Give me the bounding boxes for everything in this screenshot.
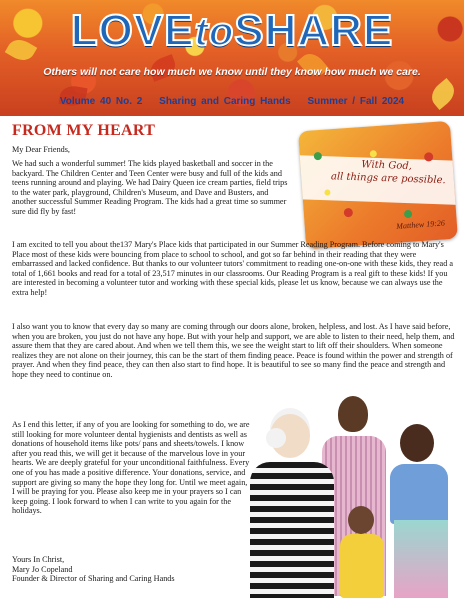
scripture-card [298, 121, 458, 249]
paragraph-text: As I end this letter, if any of you are looking for something to do, we are still looking for more volunteer dental hygienists and dentists as well as donations of household items like pots/ pans and sheets/towels. I know after you read this, we will get it because of the marvelous love in your hearts. We are deeply grateful for your unconditional faithfulness. Every one of you has made a positive difference. Your donations, service, and support are giving so many the hope they long for. Until we meet again, I will be praying for you. Please also keep me in your prayers so I can keep going. I look forward to when I can write to you again for the holidays. [12, 420, 250, 516]
greeting [12, 145, 302, 155]
paragraph-4 [12, 420, 250, 516]
masthead-title [0, 6, 464, 56]
paragraph-2 [12, 240, 456, 298]
family-photo [236, 346, 462, 598]
confetti-dot [404, 210, 413, 219]
signer-title: Founder & Director of Sharing and Caring Hands [12, 574, 175, 584]
title-love: LOVE [70, 6, 195, 55]
woman-figure [236, 414, 346, 598]
masthead [0, 0, 464, 116]
girl-figure [386, 424, 456, 598]
title-share: SHARE [234, 6, 394, 55]
verse-line-2: all things are possible. [330, 171, 446, 187]
title-to: to [194, 10, 235, 54]
bible-verse [331, 157, 447, 187]
section-heading: FROM MY HEART [12, 122, 156, 139]
organization-name: Sharing and Caring Hands [159, 96, 291, 107]
toddler-figure [336, 506, 388, 598]
verse-reference: Matthew 19:26 [395, 218, 446, 231]
signature-block [12, 555, 242, 584]
signer-name: Mary Jo Copeland [12, 564, 73, 574]
volume-number: Volume 40 No. 2 [59, 96, 143, 107]
verse-line-1: With God, [361, 159, 413, 173]
paragraph-1 [12, 159, 292, 217]
confetti-dot [344, 208, 354, 218]
closing: Yours In Christ, [12, 555, 65, 564]
paragraph-text: I am excited to tell you about the137 Mary's Place kids that participated in our Summer Reading Program. Before coming to Mary's Place most of these kids were bouncing from place to school to school, and got so far behind in their reading that they were embarrassed and lacked confidence. But thanks to our volunteer tutors' commitment to reading one-on-one with these kids, they read a total of 1,661 books and read for a total of 23,517 minutes in our classrooms. Our Reading Program is a real gift to these kids! If you are interested in becoming a volunteer tutor and working with these special kids, please let us know, because we can always use the extra help! [12, 240, 453, 297]
paragraph-text: We had such a wonderful summer! The kids played basketball and soccer in the backyard. The Children Center and Teen Center were busy and full of the kids and teens running around and playing. We had Dairy Queen ice cream parties, field trips to the water park, playground, Children's Museum, and Dave and Busters, and another successful Summer Reading Program. The kids had a great time so summer sure did fly by fast! [12, 159, 288, 216]
paragraph-text: I also want you to know that every day so many are coming through our doors alone, broken, helpless, and lost. As I have said before, when you are broken, you just do not have any hope. But with your help and support, we are able to listen to their need, help them, and assure them that they are cared about. And when we tell them this, we see the weight start to lift off their shoulders. When someone realizes they are not alone on their journey, this can be the start of them finding peace. Peace is found within the power and strength of prayer. And when they find peace, they can then also start to find hope. It is beautiful to see so many find the peace and strength and hope they need to continue on. [12, 322, 455, 379]
issue-season: Summer / Fall 2024 [307, 96, 405, 107]
greeting-text: My Dear Friends, [12, 145, 70, 154]
tagline: Others will not care how much we know until they know how much we care. [43, 66, 421, 78]
confetti-dot [370, 150, 377, 157]
issue-line [0, 96, 464, 107]
